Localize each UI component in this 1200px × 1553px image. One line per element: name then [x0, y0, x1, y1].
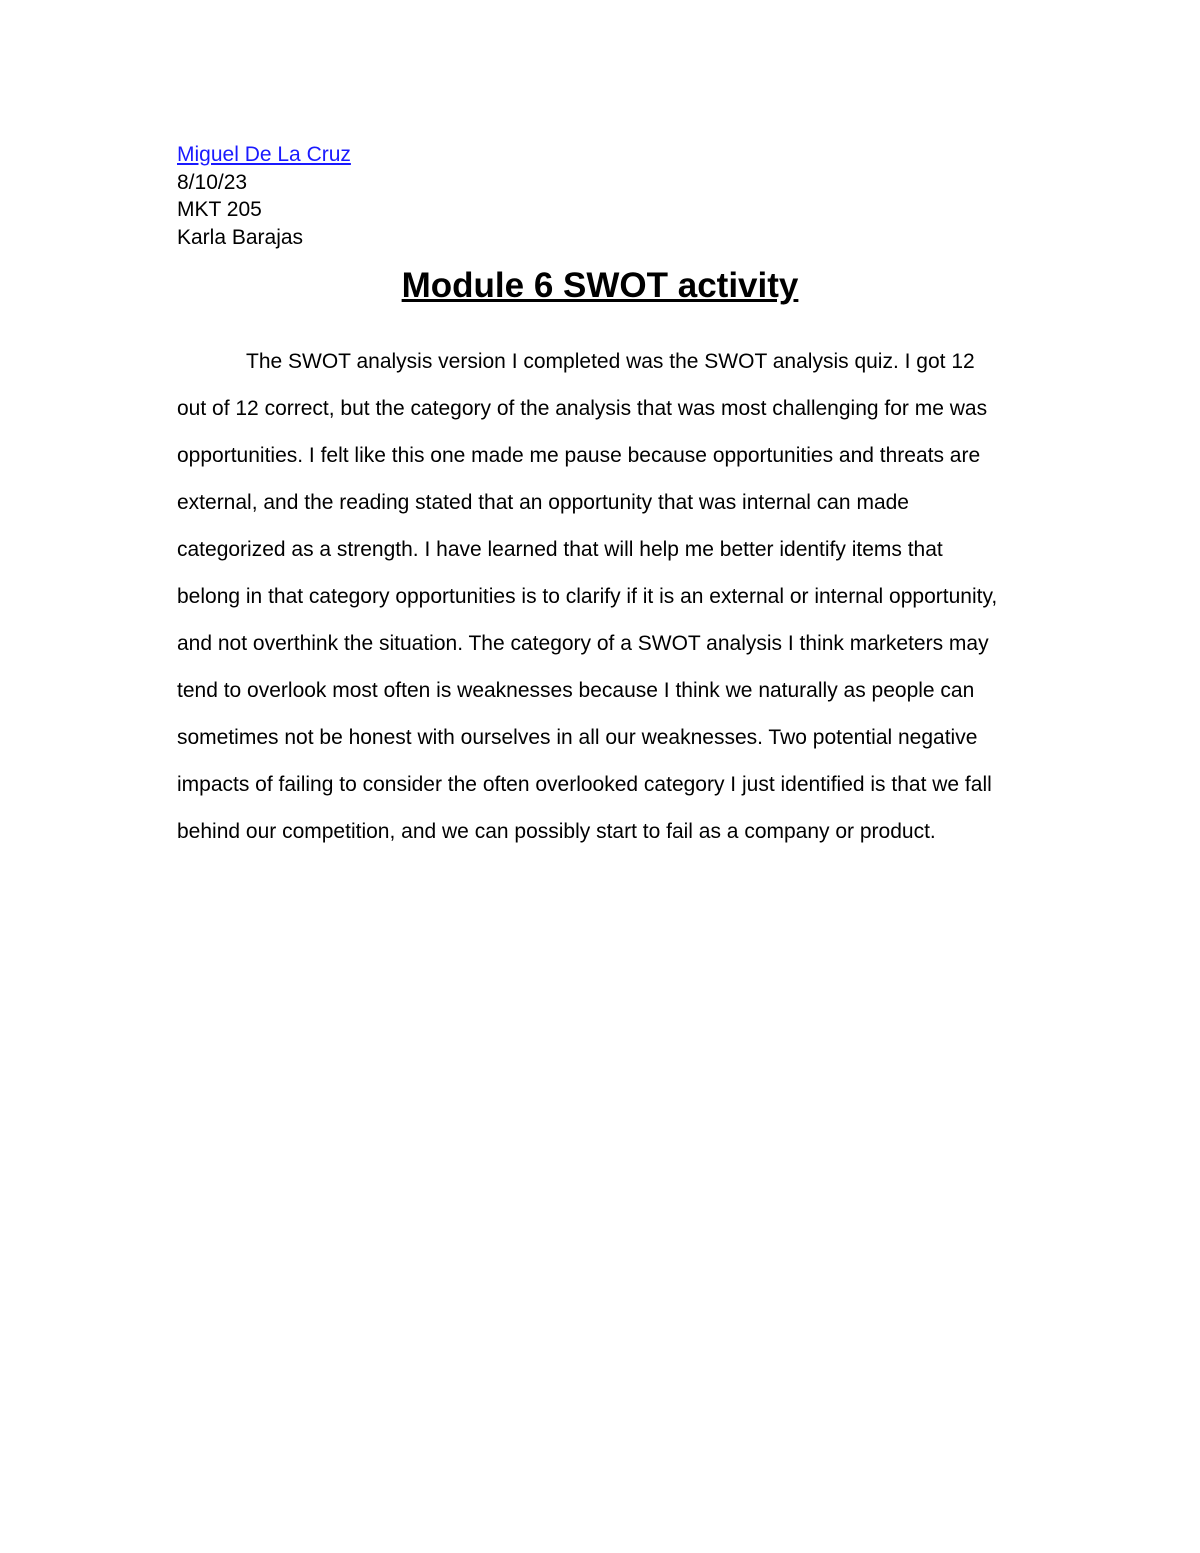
paragraph-line: impacts of failing to consider the often overlooked category I just identified is that we fall [177, 773, 992, 796]
document-title: Module 6 SWOT activity [401, 266, 799, 305]
author-name-link[interactable]: Miguel De La Cruz [177, 143, 351, 166]
course-code: MKT 205 [177, 198, 262, 221]
paragraph-line: The SWOT analysis version I completed was the SWOT analysis quiz. I got 12 [246, 350, 975, 373]
paragraph-line: categorized as a strength. I have learned that will help me better identify items that [177, 538, 943, 561]
paragraph-line: behind our competition, and we can possibly start to fail as a company or product. [177, 820, 936, 843]
instructor-name: Karla Barajas [177, 225, 304, 249]
body-paragraph [177, 338, 1026, 855]
paragraph-line: external, and the reading stated that an opportunity that was internal can made [177, 491, 909, 514]
document-date: 8/10/23 [177, 170, 248, 194]
paragraph-line: belong in that category opportunities is to clarify if it is an external or internal opportunity, [177, 585, 998, 608]
paragraph-line: and not overthink the situation. The category of a SWOT analysis I think marketers may [177, 632, 989, 655]
paragraph-line: sometimes not be honest with ourselves in all our weaknesses. Two potential negative [177, 726, 978, 749]
paragraph-line: out of 12 correct, but the category of the analysis that was most challenging for me was [177, 397, 988, 420]
document-header [177, 141, 351, 251]
paragraph-line: opportunities. I felt like this one made me pause because opportunities and threats are [177, 444, 981, 467]
paragraph-line: tend to overlook most often is weaknesses because I think we naturally as people can [177, 679, 975, 702]
